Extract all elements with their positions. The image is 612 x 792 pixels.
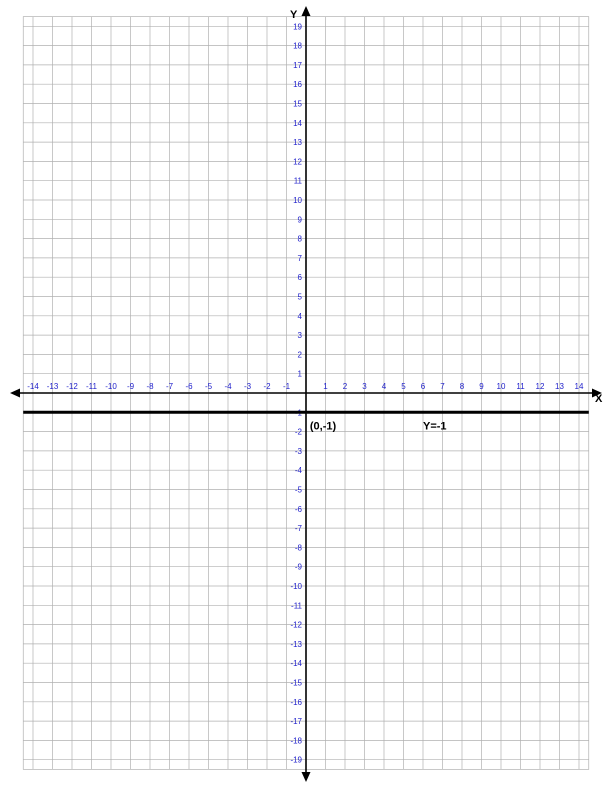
x-axis-label: X — [595, 393, 603, 405]
x-tick-label: -5 — [204, 382, 213, 391]
x-tick-label: -1 — [282, 382, 291, 391]
x-tick-label: 1 — [323, 382, 328, 391]
y-intercept-label: (0,-1) — [309, 420, 337, 433]
y-tick-label: -9 — [294, 562, 302, 572]
x-tick-label: 8 — [459, 382, 465, 391]
y-tick-label: -2 — [294, 427, 302, 437]
y-tick-label: 13 — [293, 138, 302, 148]
y-tick-label: -4 — [294, 466, 302, 476]
x-tick-label: -8 — [146, 382, 154, 391]
y-tick-label: 7 — [297, 253, 302, 263]
y-tick-label: 18 — [293, 41, 302, 51]
y-tick-label: -6 — [294, 504, 302, 514]
y-tick-label: -1 — [294, 408, 302, 418]
y-tick-label: -3 — [294, 446, 302, 456]
y-tick-label: 2 — [297, 350, 302, 360]
x-tick-label: 7 — [440, 382, 445, 391]
y-tick-label: 9 — [297, 215, 302, 225]
x-tick-label: 11 — [516, 382, 525, 391]
x-tick-label: -9 — [126, 382, 135, 391]
y-tick-label: 19 — [293, 22, 302, 32]
x-tick-label: 12 — [535, 382, 545, 391]
x-tick-label: 3 — [362, 382, 367, 391]
x-tick-label: -10 — [105, 382, 117, 391]
x-tick-label: -7 — [165, 382, 174, 391]
y-tick-label: -17 — [290, 717, 302, 727]
y-tick-label: -5 — [294, 485, 302, 495]
line-equation-label: Y=-1 — [423, 420, 447, 433]
x-tick-label: 5 — [401, 382, 406, 391]
y-tick-label: 5 — [297, 292, 302, 302]
y-tick-label: -18 — [290, 736, 302, 746]
x-tick-label: 6 — [420, 382, 426, 391]
x-tick-label: -6 — [185, 382, 193, 391]
y-tick-label: -16 — [290, 697, 302, 707]
y-tick-label: 16 — [293, 80, 302, 90]
x-tick-label: 4 — [381, 382, 387, 391]
y-tick-label: 6 — [297, 273, 302, 283]
x-tick-label: -14 — [27, 382, 39, 391]
x-tick-label: 2 — [342, 382, 348, 391]
y-tick-label: 10 — [293, 196, 302, 205]
x-tick-label: -12 — [66, 382, 78, 391]
x-tick-label: 10 — [496, 382, 506, 391]
y-tick-label: -12 — [290, 620, 302, 630]
y-tick-label: 1 — [297, 369, 302, 379]
x-tick-label: 9 — [479, 382, 484, 391]
y-tick-label: -13 — [290, 639, 302, 649]
y-tick-label: -7 — [294, 524, 302, 534]
y-tick-label: -11 — [291, 601, 302, 611]
y-tick-label: 14 — [293, 118, 302, 128]
x-tick-label: -11 — [86, 382, 97, 391]
y-tick-label: 12 — [293, 157, 302, 167]
y-tick-label: -8 — [294, 543, 302, 553]
y-tick-label: 17 — [293, 60, 302, 70]
x-tick-label: -13 — [46, 382, 59, 391]
y-tick-label: -15 — [290, 678, 302, 688]
x-tick-label: -2 — [263, 382, 271, 391]
y-axis-label: Y — [290, 9, 298, 21]
y-tick-label: -10 — [290, 582, 302, 591]
y-tick-label: 4 — [297, 311, 302, 321]
y-tick-label: 11 — [293, 176, 302, 186]
y-tick-label: 15 — [293, 99, 302, 109]
y-tick-label: -14 — [290, 659, 302, 669]
x-tick-label: 13 — [555, 382, 564, 391]
x-tick-label: -3 — [243, 382, 252, 391]
y-tick-label: 8 — [297, 234, 302, 244]
y-tick-label: 3 — [297, 331, 302, 341]
x-tick-label: 14 — [574, 382, 584, 391]
y-tick-label: -19 — [290, 755, 302, 765]
x-tick-label: -4 — [224, 382, 232, 391]
